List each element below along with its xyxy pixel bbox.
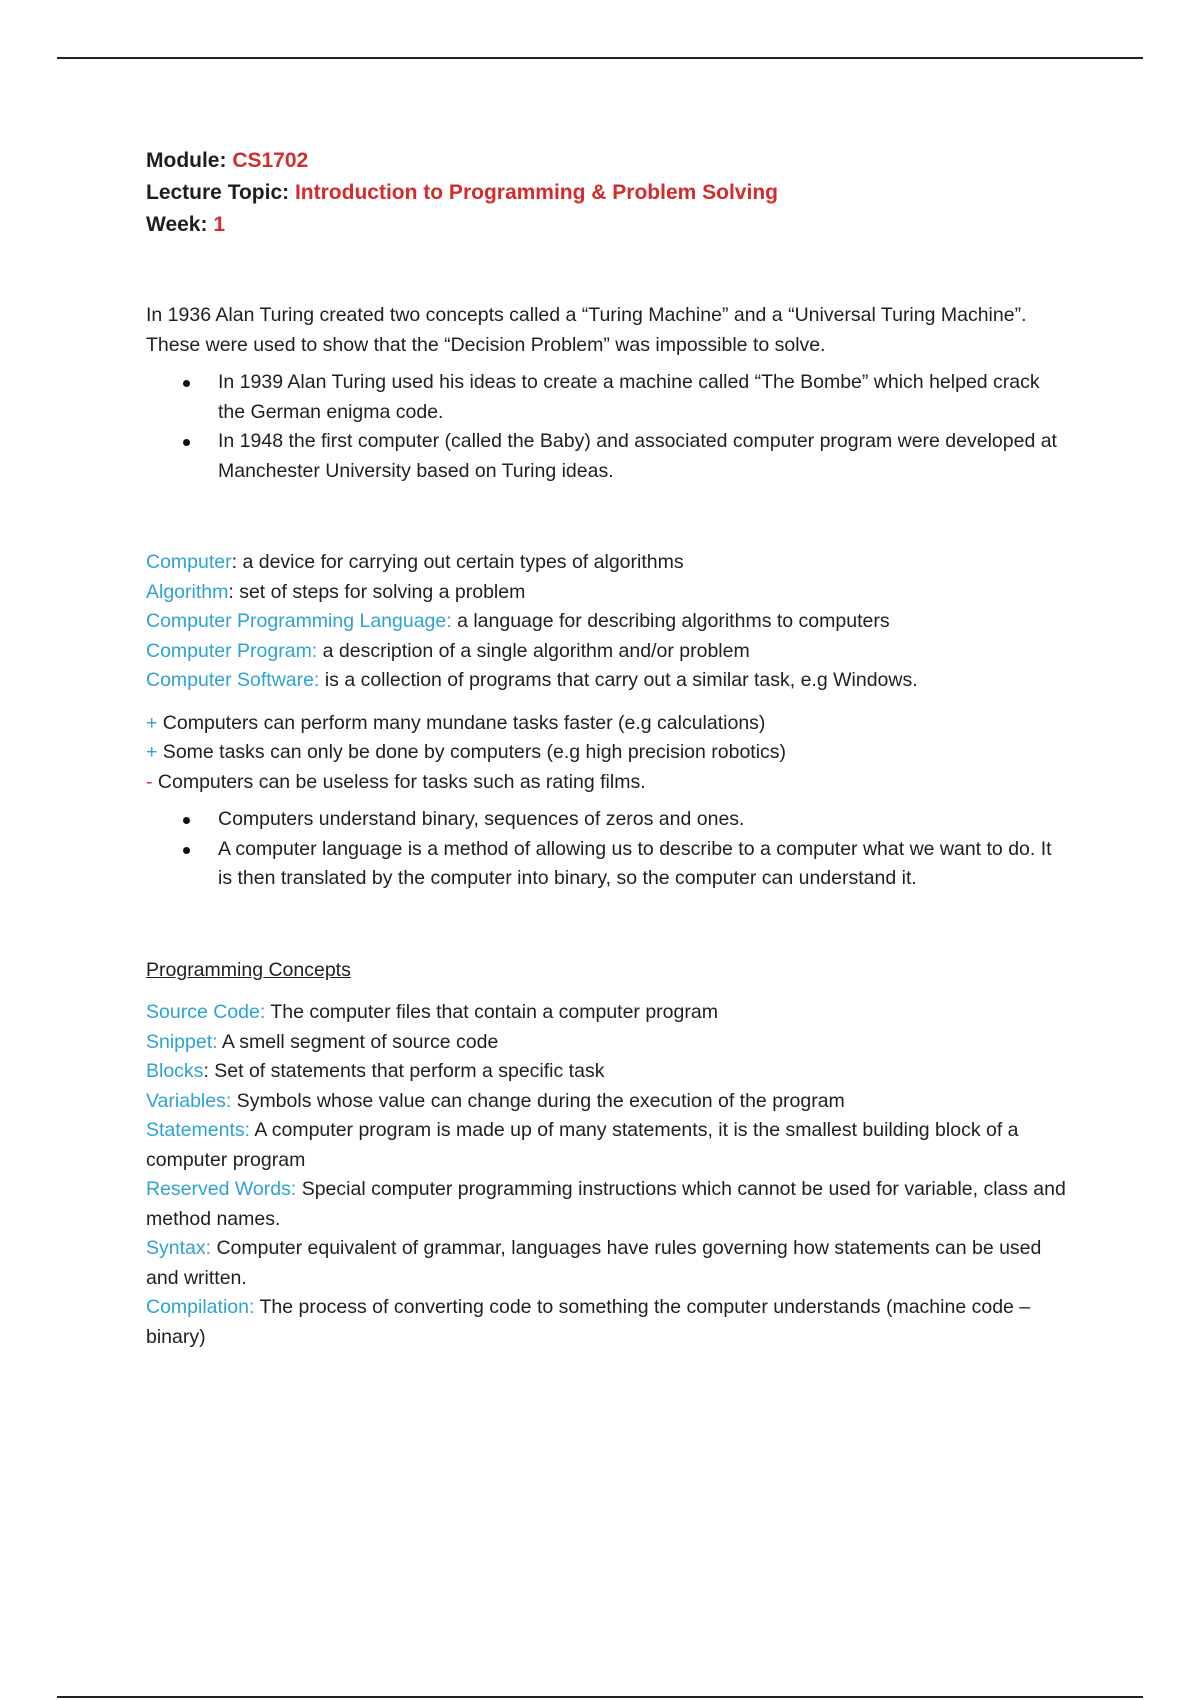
pro-text: Computers can perform many mundane tasks faster (e.g calculations) xyxy=(157,711,766,734)
module-line xyxy=(146,145,1066,177)
intro-paragraph: In 1936 Alan Turing created two concepts called a “Turing Machine” and a “Universal Turing Machine”. These were used to show that the “Decision Problem” was impossible to solve. xyxy=(146,304,1027,356)
list-item: In 1948 the first computer (called the Baby) and associated computer program were developed at Manchester University based on Turing ideas. xyxy=(218,427,1066,486)
bottom-rule xyxy=(57,1696,1143,1698)
pro-item xyxy=(146,738,1066,768)
concepts-list xyxy=(146,998,1066,1352)
concept-term: Compilation: xyxy=(146,1296,255,1318)
concept-item xyxy=(146,1087,1066,1117)
con-item xyxy=(146,768,1066,798)
pro-text: Some tasks can only be done by computers (e.g high precision robotics) xyxy=(157,741,787,763)
definition-item xyxy=(146,548,1066,578)
week-label: Week: xyxy=(146,213,208,236)
topic-label: Lecture Topic: xyxy=(146,181,290,204)
definition-item xyxy=(146,607,1066,637)
concept-term: Reserved Words: xyxy=(146,1178,297,1200)
concept-term: Snippet: xyxy=(146,1030,218,1053)
definition-text: a description of a single algorithm and/or problem xyxy=(317,639,750,662)
concept-text: Computer equivalent of grammar, languages have rules governing how statements can be used and written. xyxy=(146,1237,1042,1289)
definition-text: a language for describing algorithms to computers xyxy=(451,610,890,632)
concept-term: Source Code: xyxy=(146,1001,266,1023)
definition-item xyxy=(146,578,1066,608)
definition-item xyxy=(146,637,1066,667)
con-text: Computers can be useless for tasks such as rating films. xyxy=(152,770,646,793)
concept-term: Syntax: xyxy=(146,1237,212,1259)
module-label: Module: xyxy=(146,149,227,172)
concept-text: The computer files that contain a computer program xyxy=(265,1001,718,1023)
concept-text: A smell segment of source code xyxy=(217,1030,499,1053)
list-item: Computers understand binary, sequences of zeros and ones. xyxy=(218,805,1066,835)
concept-item xyxy=(146,998,1066,1028)
definition-term: Computer Program: xyxy=(146,639,318,662)
list-item: In 1939 Alan Turing used his ideas to create a machine called “The Bombe” which helped crack the German enigma code. xyxy=(218,368,1066,427)
concept-item xyxy=(146,1028,1066,1058)
module-value: CS1702 xyxy=(232,149,309,172)
pros-cons-list xyxy=(146,709,1066,798)
definition-sep: : xyxy=(228,580,234,603)
plus-mark: + xyxy=(146,711,158,734)
week-value: 1 xyxy=(213,213,226,236)
concept-text: The process of converting code to something the computer understands (machine code – binary) xyxy=(146,1296,1031,1348)
concept-item xyxy=(146,1057,1066,1087)
concept-item xyxy=(146,1293,1066,1352)
section-heading: Programming Concepts xyxy=(146,958,351,981)
definition-text: set of steps for solving a problem xyxy=(233,580,526,603)
binary-bullet-list xyxy=(146,805,1066,894)
definition-term: Computer xyxy=(146,551,232,573)
definition-text: a device for carrying out certain types of algorithms xyxy=(237,551,684,573)
topic-value: Introduction to Programming & Problem Solving xyxy=(294,181,778,204)
concept-item xyxy=(146,1175,1066,1234)
top-rule xyxy=(57,57,1143,59)
definitions-list xyxy=(146,548,1066,696)
concept-text: Set of statements that perform a specific task xyxy=(208,1060,605,1082)
plus-mark: + xyxy=(146,741,158,763)
concept-term: Statements: xyxy=(146,1119,251,1141)
document-body xyxy=(146,145,1066,1352)
list-item: A computer language is a method of allowing us to describe to a computer what we want to do. It is then translated by the computer into binary, so the computer can understand it. xyxy=(218,835,1066,894)
definition-term: Algorithm xyxy=(146,580,229,603)
concept-item xyxy=(146,1116,1066,1175)
definition-sep: : xyxy=(231,551,238,573)
definition-term: Computer Programming Language: xyxy=(146,610,452,632)
pro-item xyxy=(146,709,1066,739)
concept-sep: : xyxy=(203,1060,209,1082)
history-bullet-list xyxy=(146,368,1066,486)
minus-mark: - xyxy=(146,770,153,793)
week-line xyxy=(146,209,1066,241)
definition-term: Computer Software: xyxy=(146,669,320,691)
intro-section xyxy=(146,301,1066,486)
concept-term: Blocks xyxy=(146,1060,204,1082)
concept-text: Symbols whose value can change during the execution of the program xyxy=(231,1089,845,1112)
definition-text: is a collection of programs that carry out a similar task, e.g Windows. xyxy=(319,669,918,691)
topic-line xyxy=(146,177,1066,209)
concept-item xyxy=(146,1234,1066,1293)
concept-text: Special computer programming instructions which cannot be used for variable, class and method names. xyxy=(146,1178,1066,1230)
concept-term: Variables: xyxy=(146,1089,232,1112)
definition-item xyxy=(146,666,1066,696)
concept-text: A computer program is made up of many statements, it is the smallest building block of a computer program xyxy=(146,1119,1019,1171)
